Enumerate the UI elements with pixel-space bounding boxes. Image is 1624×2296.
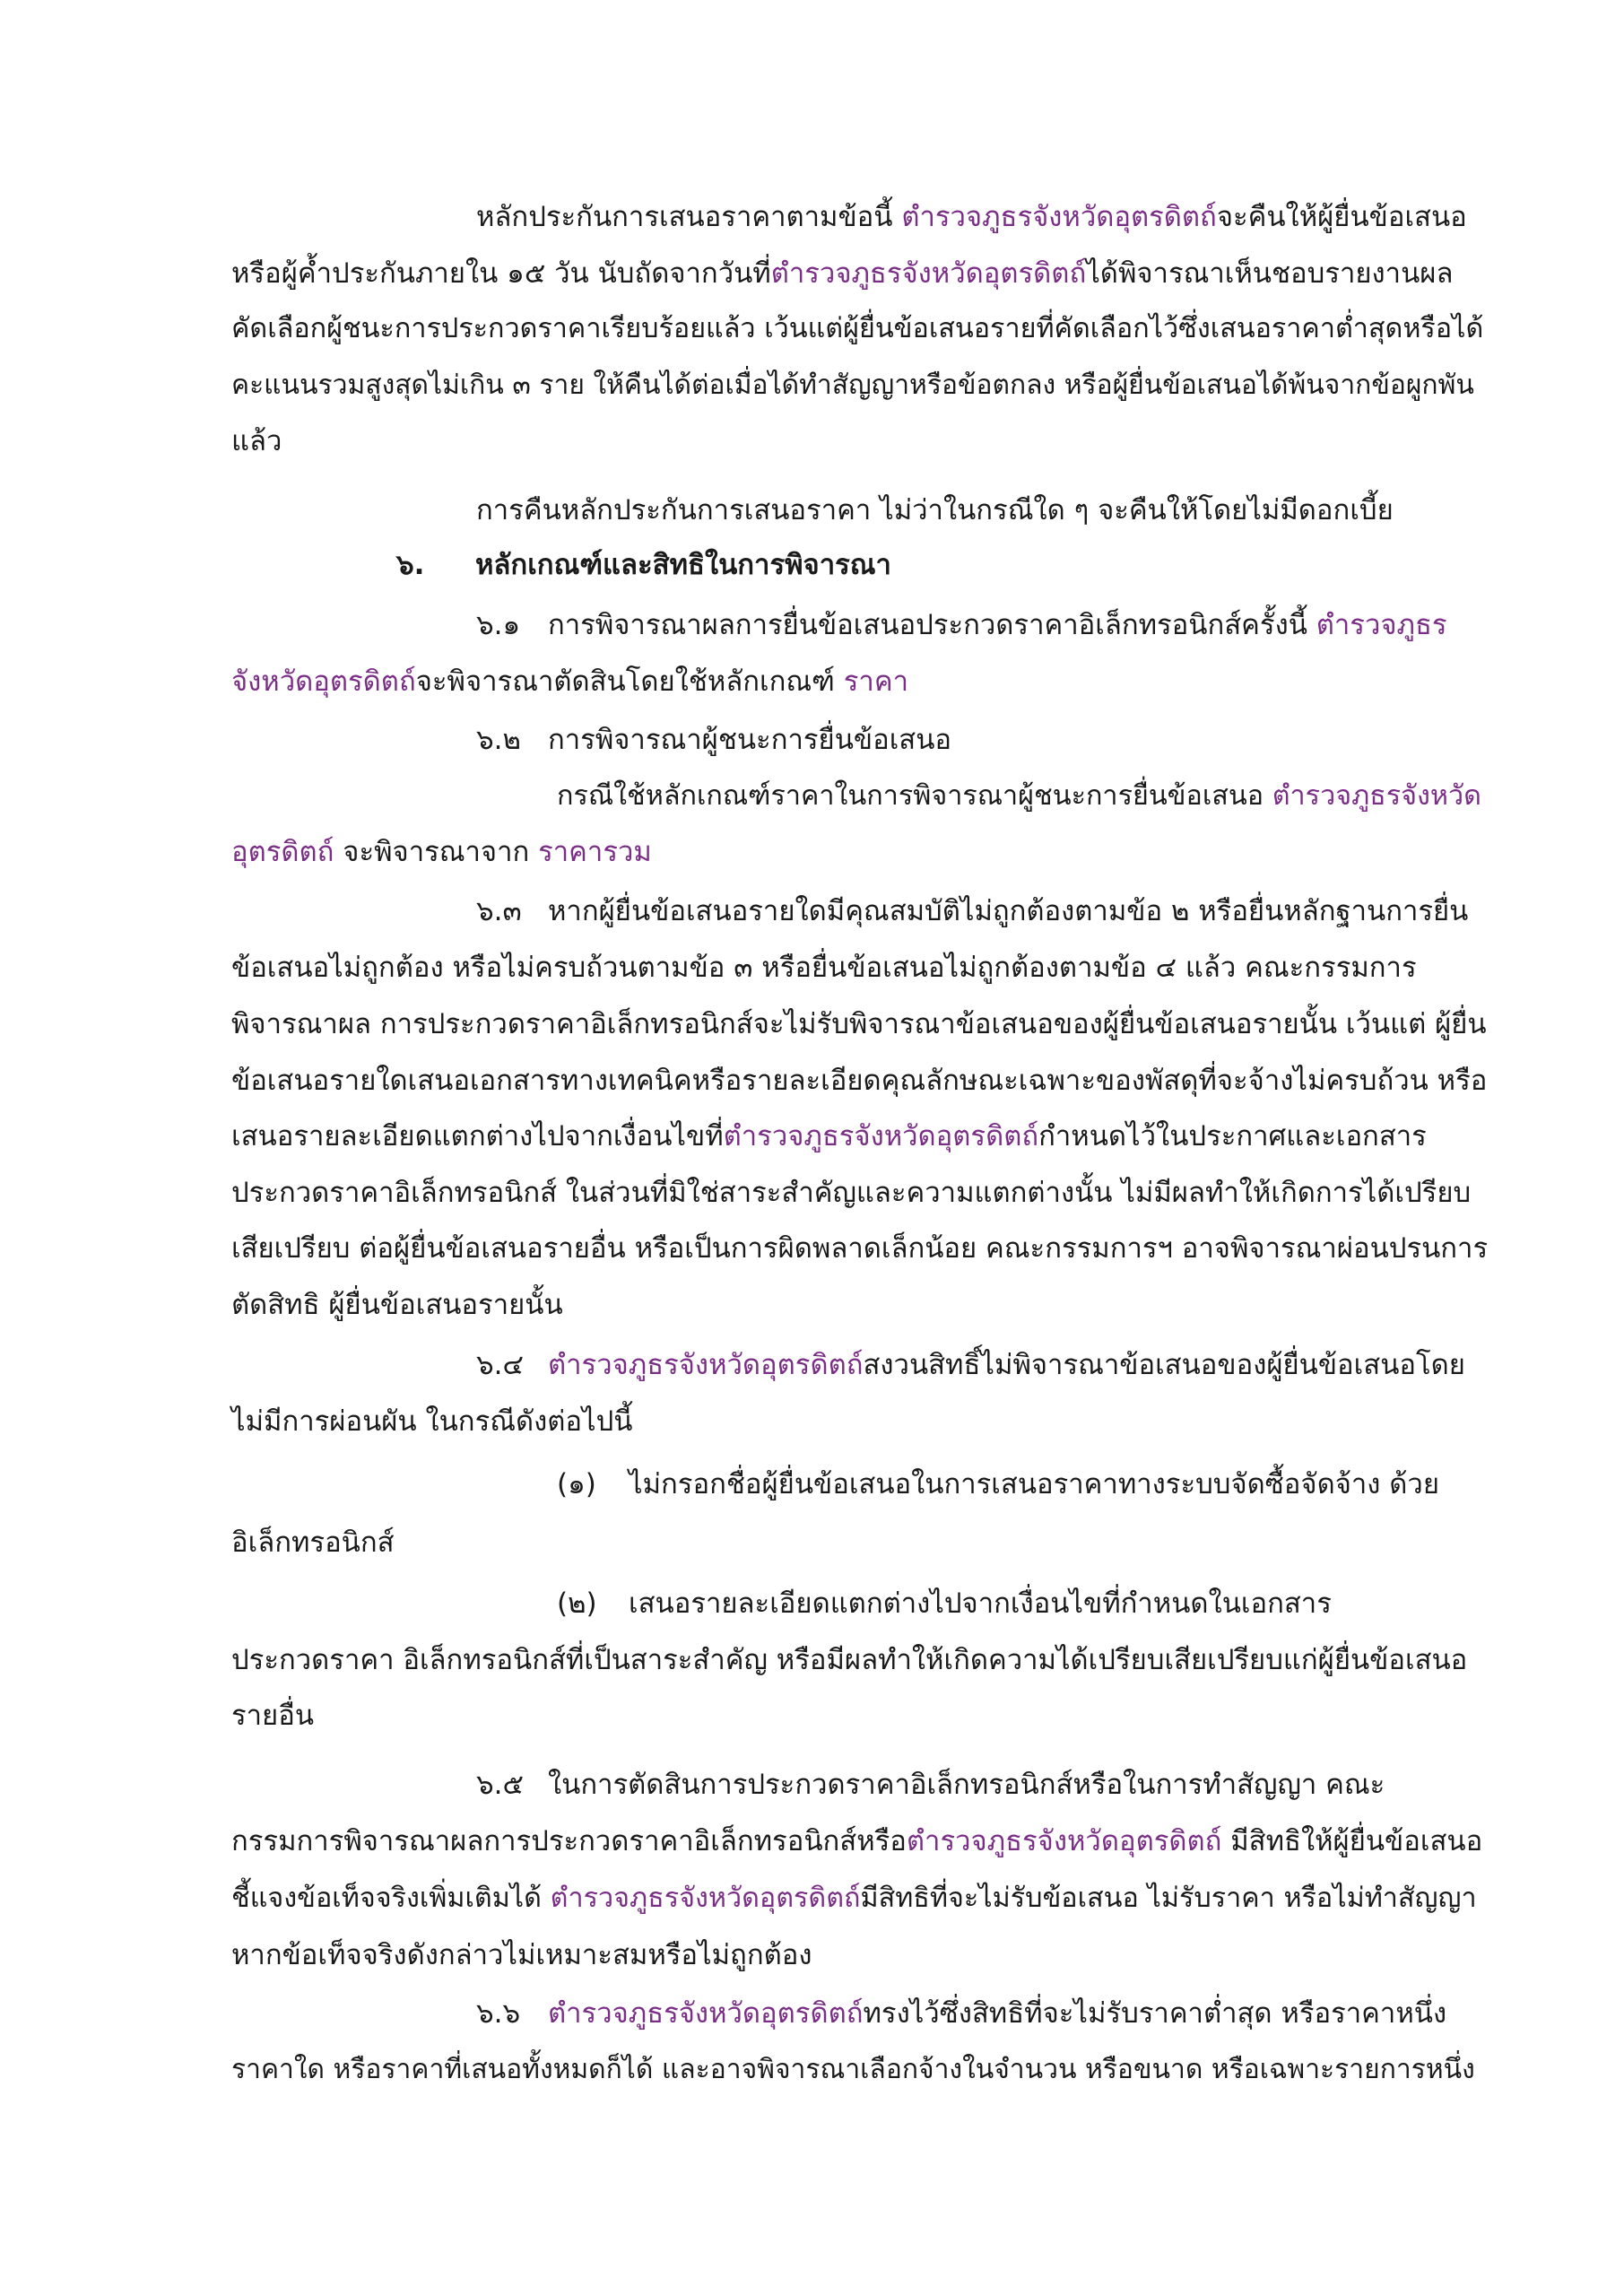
text: จะพิจารณาตัดสินโดยใช้หลักเกณฑ์ — [415, 665, 844, 698]
clause-6-4-line-2: ไม่มีการผ่อนผัน ในกรณีดังต่อไปนี้ — [231, 1405, 633, 1438]
clause-6-2-line-2 — [557, 778, 1481, 814]
clause-6-3-line-8: ตัดสิทธิ ผู้ยื่นข้อเสนอรายนั้น — [231, 1289, 563, 1321]
clause-6-6-line-2: ราคาใด หรือราคาที่เสนอทั้งหมดก็ได้ และอาจพิจารณาเลือกจ้างในจำนวน หรือขนาด หรือเฉพาะรายการหนึ่ง — [231, 2054, 1475, 2085]
clause-6-6-line-1 — [476, 1996, 1446, 2031]
clause-number: ๖.๒ — [476, 724, 521, 756]
section-heading — [396, 547, 891, 583]
text: กำหนดไว้ในประกาศและเอกสาร — [1038, 1120, 1427, 1152]
clause-number: ๖.๓ — [476, 895, 522, 927]
text: ในการตัดสินการประกวดราคาอิเล็กทรอนิกส์หรือในการทำสัญญา คณะ — [548, 1769, 1385, 1801]
org-name: ตำรวจภูธร — [1316, 609, 1447, 641]
clause-6-3-line-3: พิจารณาผล การประกวดราคาอิเล็กทรอนิกส์จะไม่รับพิจารณาข้อเสนอของผู้ยื่นข้อเสนอรายนั้น เว้นแต่ ผู้ยื่น — [231, 1008, 1487, 1040]
clause-6-4-item-2-line-2: ประกวดราคา อิเล็กทรอนิกส์ที่เป็นสาระสำคัญ หรือมีผลทำให้เกิดความได้เปรียบเสียเปรียบแก่ผู้ยื่นข้อเสนอ — [231, 1644, 1468, 1676]
text: กรรมการพิจารณาผลการประกวดราคาอิเล็กทรอนิกส์หรือ — [231, 1825, 907, 1857]
org-name: ตำรวจภูธรจังหวัดอุตรดิตถ์ — [548, 1349, 864, 1381]
org-name: ตำรวจภูธรจังหวัดอุตรดิตถ์ — [906, 1825, 1222, 1857]
text: มีสิทธิที่จะไม่รับข้อเสนอ ไม่รับราคา หรือไม่ทำสัญญา — [860, 1883, 1477, 1914]
text: สงวนสิทธิ์ไม่พิจารณาข้อเสนอของผู้ยื่นข้อเสนอโดย — [863, 1349, 1465, 1381]
clause-6-3-line-4: ข้อเสนอรายใดเสนอเอกสารทางเทคนิคหรือรายละเอียดคุณลักษณะเฉพาะของพัสดุที่จะจ้างไม่ครบถ้วน หรือ — [231, 1065, 1488, 1097]
section-title: หลักเกณฑ์และสิทธิในการพิจารณา — [475, 549, 891, 581]
clause-6-4-item-2-line-3: รายอื่น — [231, 1700, 315, 1732]
clause-6-5-line-4: หากข้อเท็จจริงดังกล่าวไม่เหมาะสมหรือไม่ถูกต้อง — [231, 1939, 812, 1971]
org-name: ตำรวจภูธรจังหวัดอุตรดิตถ์ — [770, 257, 1087, 290]
clause-6-1-line-2 — [231, 664, 908, 700]
org-name: ตำรวจภูธรจังหวัด — [1272, 780, 1481, 812]
clause-6-5-line-2 — [231, 1823, 1482, 1859]
text: กรณีใช้หลักเกณฑ์ราคาในการพิจารณาผู้ชนะการยื่นข้อเสนอ — [557, 780, 1272, 812]
clause-6-3-line-7: เสียเปรียบ ต่อผู้ยื่นข้อเสนอรายอื่น หรือเป็นการผิดพลาดเล็กน้อย คณะกรรมการฯ อาจพิจารณาผ่อนปรนการ — [231, 1232, 1489, 1265]
clause-6-5-line-1 — [476, 1767, 1385, 1803]
text: หากผู้ยื่นข้อเสนอรายใดมีคุณสมบัติไม่ถูกต้องตามข้อ ๒ หรือยื่นหลักฐานการยื่น — [548, 895, 1469, 927]
text: การพิจารณาผู้ชนะการยื่นข้อเสนอ — [548, 724, 952, 756]
text: ชี้แจงข้อเท็จจริงเพิ่มเติมได้ — [231, 1883, 551, 1914]
text: ได้พิจารณาเห็นชอบรายงานผล — [1086, 257, 1454, 290]
org-name: ตำรวจภูธรจังหวัดอุตรดิตถ์ — [550, 1883, 861, 1914]
clause-number: ๖.๔ — [476, 1349, 524, 1381]
clause-6-4-item-1 — [557, 1466, 1439, 1502]
text: การพิจารณาผลการยื่นข้อเสนอประกวดราคาอิเล็กทรอนิกส์ครั้งนี้ — [548, 609, 1316, 641]
clause-6-3-line-5 — [231, 1118, 1427, 1154]
item-number: (๒) — [557, 1587, 597, 1620]
deposit-line-4: คะแนนรวมสูงสุดไม่เกิน ๓ ราย ให้คืนได้ต่อเมื่อได้ทำสัญญาหรือข้อตกลง หรือผู้ยื่นข้อเสนอได้พ้นจากข้อผูกพัน — [231, 370, 1474, 401]
text: จะคืนให้ผู้ยื่นข้อเสนอ — [1216, 201, 1467, 233]
clause-number: ๖.๖ — [476, 1997, 521, 2030]
clause-6-2-line-3 — [231, 834, 652, 870]
deposit-line-3: คัดเลือกผู้ชนะการประกวดราคาเรียบร้อยแล้ว เว้นแต่ผู้ยื่นข้อเสนอรายที่คัดเลือกไว้ซึ่งเสนอราคาต่ำสุดหรือได้ — [231, 313, 1484, 344]
criterion: ราคารวม — [538, 836, 652, 868]
criterion: ราคา — [843, 665, 908, 698]
clause-6-3-line-1 — [476, 893, 1468, 929]
text: หรือผู้ค้ำประกันภายใน ๑๕ วัน นับถัดจากวันที่ — [231, 257, 771, 290]
org-name: ตำรวจภูธรจังหวัดอุตรดิตถ์ — [548, 1997, 864, 2030]
text: จะพิจารณาจาก — [334, 836, 539, 868]
section-number: ๖. — [396, 549, 425, 581]
clause-6-4-line-1 — [476, 1347, 1465, 1383]
item-number: (๑) — [557, 1468, 596, 1500]
clause-6-3-line-6: ประกวดราคาอิเล็กทรอนิกส์ ในส่วนที่มิใช่สาระสำคัญและความแตกต่างนั้น ไม่มีผลทำให้เกิดการได้เปรียบ — [231, 1177, 1472, 1209]
deposit-line-5: แล้ว — [231, 425, 282, 457]
deposit-line-2 — [231, 256, 1453, 291]
text: เสนอรายละเอียดแตกต่างไปจากเงื่อนไขที่กำหนดในเอกสาร — [629, 1587, 1332, 1620]
clause-number: ๖.๑ — [476, 609, 521, 641]
text: มีสิทธิให้ผู้ยื่นข้อเสนอ — [1221, 1825, 1483, 1857]
clause-6-4-item-1-line-2: อิเล็กทรอนิกส์ — [231, 1526, 395, 1559]
text: หลักประกันการเสนอราคาตามข้อนี้ — [476, 201, 902, 233]
clause-6-3-line-2: ข้อเสนอไม่ถูกต้อง หรือไม่ครบถ้วนตามข้อ ๓ หรือยื่นข้อเสนอไม่ถูกต้องตามข้อ ๔ แล้ว คณะกรรมการ — [231, 952, 1417, 984]
return-paragraph: การคืนหลักประกันการเสนอราคา ไม่ว่าในกรณีใด ๆ จะคืนให้โดยไม่มีดอกเบี้ย — [476, 494, 1394, 526]
clause-6-4-item-2 — [557, 1586, 1332, 1622]
clause-6-1-line-1 — [476, 607, 1447, 643]
deposit-line-1 — [476, 199, 1467, 235]
clause-6-2-line-1 — [476, 722, 951, 758]
org-name: ตำรวจภูธรจังหวัดอุตรดิตถ์ — [723, 1120, 1039, 1152]
clause-6-5-line-3 — [231, 1881, 1477, 1917]
text: ทรงไว้ซึ่งสิทธิที่จะไม่รับราคาต่ำสุด หรือราคาหนึ่ง — [863, 1997, 1447, 2030]
org-name: ตำรวจภูธรจังหวัดอุตรดิตถ์ — [901, 201, 1217, 233]
text: ไม่กรอกชื่อผู้ยื่นข้อเสนอในการเสนอราคาทางระบบจัดซื้อจัดจ้าง ด้วย — [629, 1468, 1439, 1500]
text: เสนอรายละเอียดแตกต่างไปจากเงื่อนไขที่ — [231, 1120, 724, 1152]
clause-number: ๖.๕ — [476, 1769, 524, 1801]
org-name: อุตรดิตถ์ — [231, 836, 334, 868]
org-name: จังหวัดอุตรดิตถ์ — [231, 665, 416, 698]
